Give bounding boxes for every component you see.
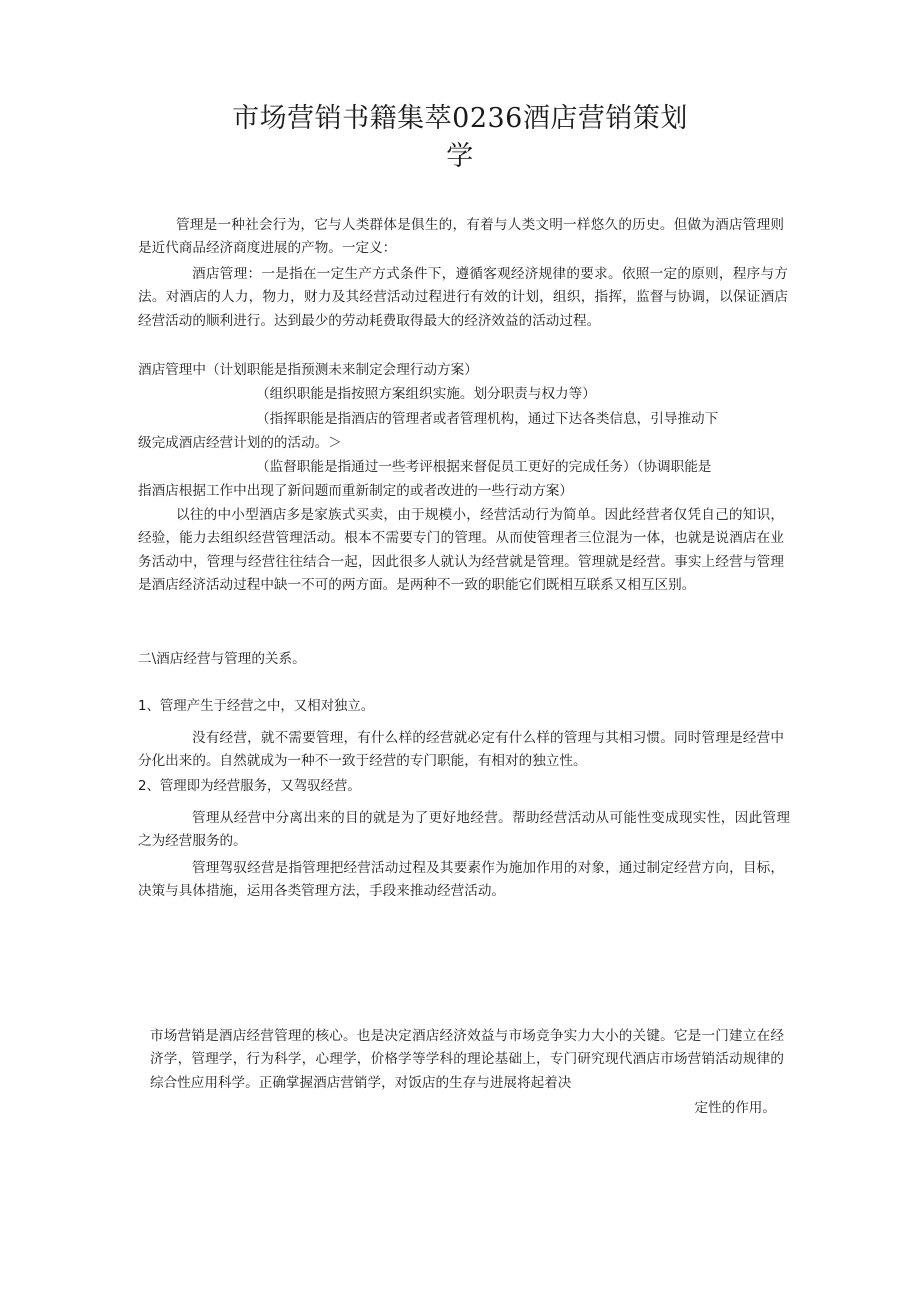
section-heading: 二\酒店经营与管理的关系。 (138, 651, 306, 667)
functions-intro-line: 酒店管理中（计划职能是指预测未来制定会理行动方案） (138, 362, 478, 378)
marketing-paragraph: 市场营销是酒店经营管理的核心。也是决定酒店经济效益与市场竞争实力大小的关键。它是一门建立在经济学，管理学，行为科学，心理学，价格学等学科的理论基础上，专门研究现代酒店市场营销活动规律的综合性应用科学。正确掌握酒店营销学，对饭店的生存与进展将起着决 (150, 1028, 784, 1091)
function-supervise-line-a: （监督职能是指通过一些考评根据来督促员工更好的完成任务）（协调职能是 (256, 459, 712, 475)
function-direct-line-b: 级完成酒店经营计划的的活动。＞ (138, 435, 342, 451)
function-organize-line: （组织职能是指按照方案组织实施。划分职责与权力等） (256, 386, 596, 402)
definition-paragraph: 酒店管理：一是指在一定生产方式条件下，遵循客观经济规律的要求。依照一定的原则，程序与方法。对酒店的人力，物力，财力及其经营活动过程进行有效的计划，组织，指挥，监督与协调，以保证酒店经营活动的顺利进行。达到最少的劳动耗费取得最大的经济效益的活动过程。 (138, 266, 788, 329)
marketing-paragraph-last-line: 定性的作用。 (694, 1100, 776, 1116)
document-title-line2: 学 (446, 141, 474, 172)
point1-heading: 1、管理产生于经营之中，又相对独立。 (138, 699, 375, 714)
point1-body: 没有经营，就不需要管理，有什么样的经营就必定有什么样的管理与其相习惯。同时管理是经营中分化出来的。自然就成为一种不一致于经营的专门职能，有相对的独立性。 (138, 730, 784, 770)
function-supervise-line-b: 指酒店根据工作中出现了新问题而重新制定的或者改进的一些行动方案） (138, 483, 573, 499)
intro-paragraph: 管理是一种社会行为，它与人类群体是俱生的，有着与人类文明一样悠久的历史。但做为酒店管理则是近代商品经济商度进展的产物。一定义： (138, 217, 784, 257)
point2-body1: 管理从经营中分离出来的目的就是为了更好地经营。帮助经营活动从可能性变成现实性，因此管理之为经营服务的。 (138, 810, 790, 850)
history-paragraph: 以往的中小型酒店多是家族式买卖，由于规模小，经营活动行为简单。因此经营者仅凭自己的知识，经验，能力去组织经营管理活动。根本不需要专门的管理。从而使管理者三位混为一体，也就是说酒店在业务活动中，管理与经营往往结合一起，因此很多人就认为经营就是管理。管理就是经营。事实上经营与管理是酒店经济活动过程中缺一不可的两方面。是两种不一致的职能它们既相互联系又相互区别。 (138, 507, 784, 594)
point2-body2: 管理驾驭经营是指管理把经营活动过程及其要素作为施加作用的对象，通过制定经营方向，目标，决策与具体措施，运用各类管理方法，手段来推动经营活动。 (138, 860, 784, 900)
point2-heading: 2、管理即为经营服务，又驾驭经营。 (138, 779, 361, 794)
document-title-line1: 市场营销书籍集萃0236酒店营销策划 (232, 103, 688, 134)
function-direct-line-a: （指挥职能是指酒店的管理者或者管理机构，通过下达各类信息，引导推动下 (256, 411, 719, 427)
